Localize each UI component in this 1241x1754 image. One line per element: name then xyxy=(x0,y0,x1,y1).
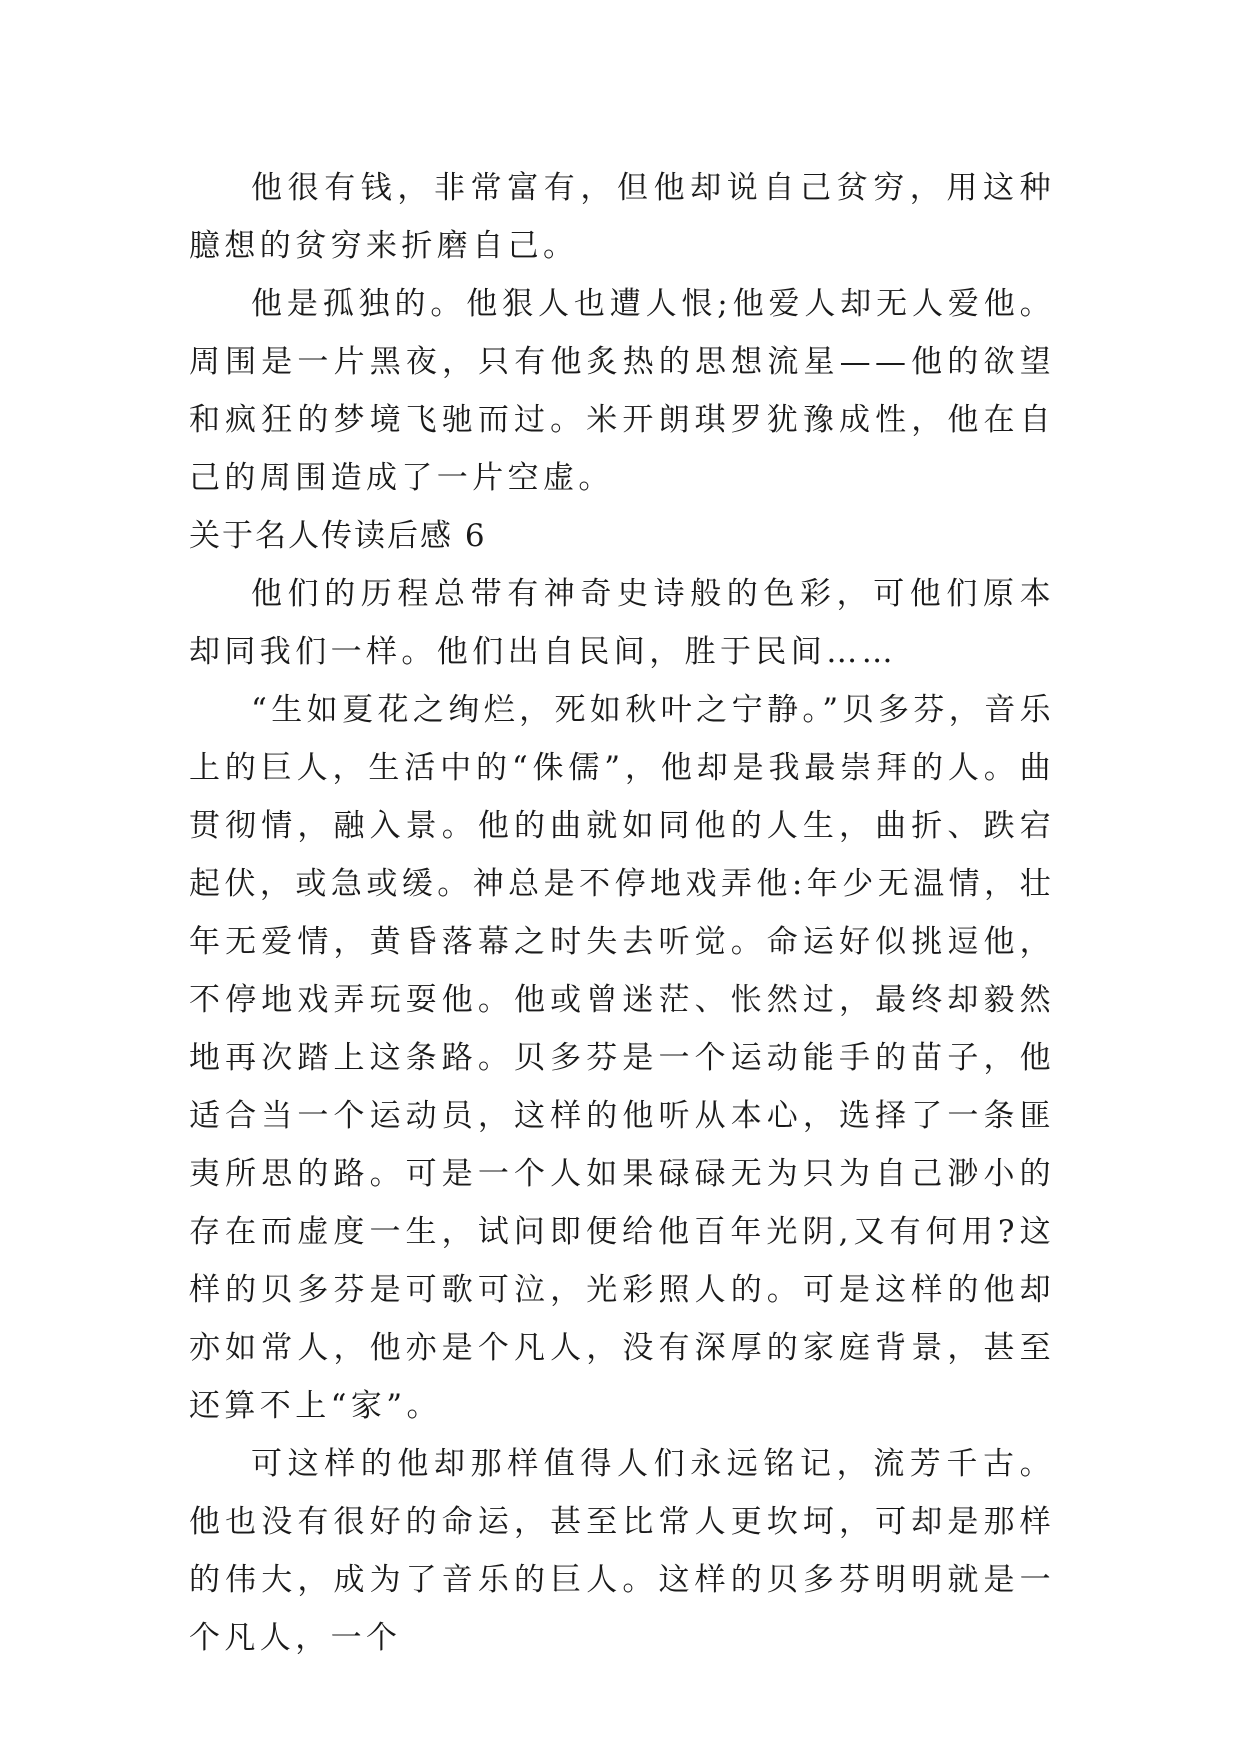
document-body xyxy=(189,159,1055,1667)
paragraph-beethoven: “生如夏花之绚烂，死如秋叶之宁静。”贝多芬，音乐上的巨人，生活中的“侏儒”，他却是我最崇拜的人。曲贯彻情，融入景。他的曲就如同他的人生，曲折、跌宕起伏，或急或缓。神总是不停地戏弄他:年少无温情，壮年无爱情，黄昏落幕之时失去听觉。命运好似挑逗他，不停地戏弄玩耍他。他或曾迷茫、怅然过，最终却毅然地再次踏上这条路。贝多芬是一个运动能手的苗子，他适合当一个运动员，这样的他听从本心，选择了一条匪夷所思的路。可是一个人如果碌碌无为只为自己渺小的存在而虚度一生，试问即便给他百年光阴,又有何用?这样的贝多芬是可歌可泣，光彩照人的。可是这样的他却亦如常人，他亦是个凡人，没有深厚的家庭背景，甚至还算不上“家”。 xyxy=(189,692,1055,1424)
paragraph-loneliness: 他是孤独的。他狠人也遭人恨;他爱人却无人爱他。周围是一片黑夜，只有他炙热的思想流星——他的欲望和疯狂的梦境飞驰而过。米开朗琪罗犹豫成性，他在自己的周围造成了一片空虚。 xyxy=(189,286,1055,496)
paragraph-wealth: 他很有钱，非常富有，但他却说自己贫穷，用这种臆想的贫穷来折磨自己。 xyxy=(189,170,1055,264)
paragraph-remembered: 可这样的他却那样值得人们永远铭记，流芳千古。他也没有很好的命运，甚至比常人更坎坷，可却是那样的伟大，成为了音乐的巨人。这样的贝多芬明明就是一个凡人，一个 xyxy=(189,1446,1055,1656)
section-title: 关于名人传读后感 6 xyxy=(189,518,487,554)
paragraph-intro: 他们的历程总带有神奇史诗般的色彩，可他们原本却同我们一样。他们出自民间，胜于民间…… xyxy=(189,576,1055,670)
